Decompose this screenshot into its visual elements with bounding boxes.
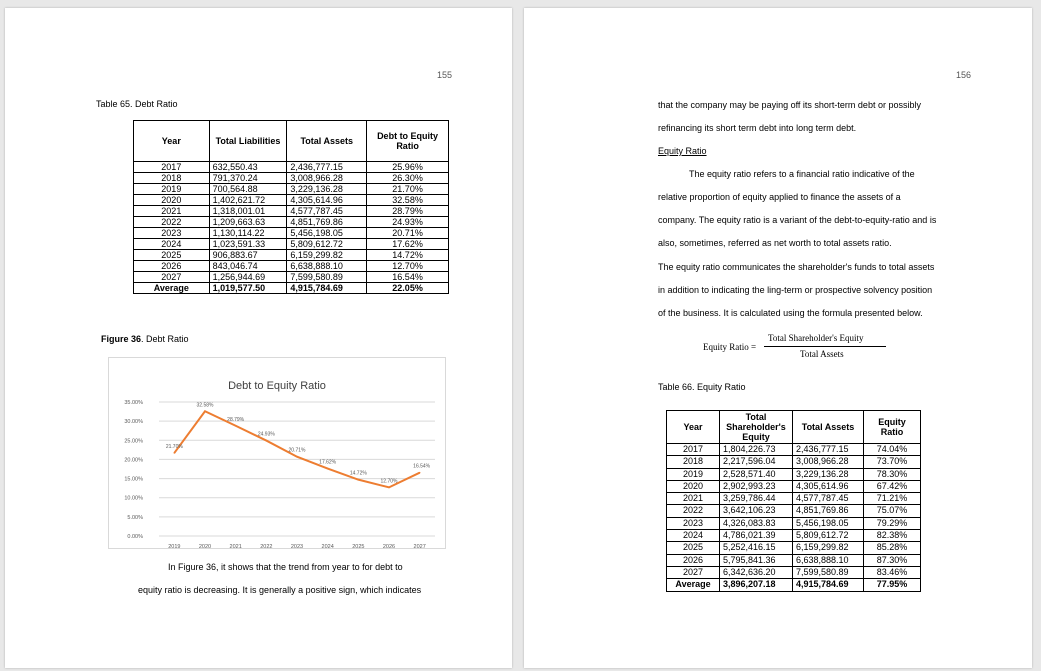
- cell-year: 2017: [667, 444, 720, 456]
- document-page-right: [524, 8, 1032, 668]
- debt-ratio-table: [133, 120, 449, 294]
- cell-ratio: 26.30%: [367, 173, 449, 184]
- y-tick-label: 20.00%: [124, 457, 143, 464]
- cell-ratio: 79.29%: [864, 517, 921, 529]
- section-heading: Equity Ratio: [658, 146, 707, 156]
- table-row: [134, 173, 449, 184]
- paragraph-line: in addition to indicating the ling-term or prospective solvency position: [658, 285, 933, 295]
- data-label: 12.70%: [380, 478, 398, 485]
- x-tick-label: 2026: [382, 544, 396, 548]
- cell-liabilities-or-equity: 3,896,207.18: [720, 579, 793, 591]
- cell-total-assets: 3,229,136.28: [793, 468, 864, 480]
- paragraph-line: relative proportion of equity applied to finance the assets of a: [658, 192, 901, 202]
- cell-total-assets: 5,456,198.05: [287, 228, 367, 239]
- fraction-bar: [764, 346, 886, 347]
- debt-ratio-line-chart: [109, 358, 445, 548]
- table-row: [667, 493, 921, 505]
- table-row: [667, 517, 921, 529]
- figure-caption-text: . Debt Ratio: [141, 334, 189, 344]
- y-tick-label: 35.00%: [124, 400, 143, 406]
- cell-ratio: 75.07%: [864, 505, 921, 517]
- cell-year: 2020: [134, 195, 210, 206]
- y-tick-label: 25.00%: [124, 438, 143, 445]
- cell-total-assets: 4,851,769.86: [793, 505, 864, 517]
- paragraph-line: that the company may be paying off its short-term debt or possibly: [658, 100, 921, 110]
- cell-total-assets: 4,305,614.96: [287, 195, 367, 206]
- paragraph-line: The equity ratio communicates the shareholder's funds to total assets: [658, 262, 935, 272]
- table-row: [134, 195, 449, 206]
- table-row: [667, 468, 921, 480]
- data-point: [419, 472, 421, 474]
- data-point: [266, 440, 268, 442]
- data-label: 16.54%: [413, 463, 431, 470]
- cell-liabilities-or-equity: 2,217,596.04: [720, 456, 793, 468]
- table-row: [667, 530, 921, 542]
- table-caption: Table 65. Debt Ratio: [96, 99, 178, 109]
- cell-ratio: 12.70%: [367, 261, 449, 272]
- data-label: 20.71%: [288, 447, 306, 454]
- cell-ratio: 24.93%: [367, 217, 449, 228]
- cell-total-assets: 2,436,777.15: [287, 162, 367, 173]
- cell-liabilities-or-equity: 1,318,001.01: [209, 206, 287, 217]
- formula-numerator: Total Shareholder's Equity: [768, 333, 864, 343]
- table-row: [134, 250, 449, 261]
- cell-year: 2018: [134, 173, 210, 184]
- x-tick-label: 2024: [321, 544, 334, 548]
- x-tick-label: 2021: [229, 544, 242, 548]
- cell-liabilities-or-equity: 791,370.24: [209, 173, 287, 184]
- cell-liabilities-or-equity: 5,795,841.36: [720, 554, 793, 566]
- data-label: 32.58%: [196, 402, 214, 409]
- data-label: 14.72%: [349, 470, 367, 477]
- paragraph-line: also, sometimes, referred as net worth to total assets ratio.: [658, 238, 892, 248]
- data-point: [327, 468, 329, 470]
- paragraph-line: company. The equity ratio is a variant of the debt-to-equity-ratio and is: [658, 215, 937, 225]
- table-row: [134, 239, 449, 250]
- cell-year: 2021: [667, 493, 720, 505]
- cell-total-assets: 7,599,580.89: [793, 566, 864, 578]
- cell-year: 2023: [134, 228, 210, 239]
- cell-ratio: 16.54%: [367, 272, 449, 283]
- cell-total-assets: 2,436,777.15: [793, 444, 864, 456]
- cell-year: 2027: [134, 272, 210, 283]
- cell-year: 2022: [134, 217, 210, 228]
- table-row: [134, 228, 449, 239]
- average-label: Average: [134, 283, 210, 294]
- cell-liabilities-or-equity: 1,402,621.72: [209, 195, 287, 206]
- cell-liabilities-or-equity: 1,023,591.33: [209, 239, 287, 250]
- cell-total-assets: 3,008,966.28: [287, 173, 367, 184]
- cell-total-assets: 4,915,784.69: [793, 579, 864, 591]
- cell-year: 2019: [134, 184, 210, 195]
- col-header-year: Year: [134, 121, 210, 162]
- table-row: [134, 217, 449, 228]
- page-number: 156: [956, 70, 972, 80]
- data-point: [174, 452, 176, 454]
- col-header-ratio: Equity Ratio: [864, 411, 921, 444]
- table-row: [134, 261, 449, 272]
- cell-ratio: 73.70%: [864, 456, 921, 468]
- col-header-assets: Total Assets: [793, 411, 864, 444]
- data-label: 21.70%: [165, 443, 183, 450]
- formula-denominator: Total Assets: [800, 349, 844, 359]
- cell-ratio: 83.46%: [864, 566, 921, 578]
- cell-ratio: 87.30%: [864, 554, 921, 566]
- cell-total-assets: 4,577,787.45: [287, 206, 367, 217]
- data-label: 24.93%: [257, 431, 275, 438]
- cell-year: 2018: [667, 456, 720, 468]
- table-row: [134, 162, 449, 173]
- cell-liabilities-or-equity: 632,550.43: [209, 162, 287, 173]
- data-point: [235, 425, 237, 427]
- cell-total-assets: 5,809,612.72: [287, 239, 367, 250]
- data-point: [358, 479, 360, 481]
- formula-lhs: Equity Ratio =: [703, 342, 757, 352]
- table-row: [667, 444, 921, 456]
- cell-year: 2027: [667, 566, 720, 578]
- data-label: 28.79%: [227, 416, 245, 423]
- cell-liabilities-or-equity: 3,259,786.44: [720, 493, 793, 505]
- data-label: 17.62%: [319, 459, 337, 466]
- cell-total-assets: 3,008,966.28: [793, 456, 864, 468]
- paragraph-line: equity ratio is decreasing. It is generally a positive sign, which indicates: [138, 585, 422, 595]
- table-row: [134, 272, 449, 283]
- table-row: [134, 184, 449, 195]
- y-tick-label: 30.00%: [124, 419, 143, 426]
- cell-ratio: 74.04%: [864, 444, 921, 456]
- cell-total-assets: 4,305,614.96: [793, 480, 864, 492]
- paragraph-line: The equity ratio refers to a financial ratio indicative of the: [689, 169, 915, 179]
- chart-area: [108, 357, 446, 549]
- cell-ratio: 78.30%: [864, 468, 921, 480]
- table-row: [667, 542, 921, 554]
- y-tick-label: 15.00%: [124, 476, 143, 483]
- col-header-equity: Total Shareholder's Equity: [720, 411, 793, 444]
- table-header-row: [134, 121, 449, 162]
- cell-total-assets: 4,915,784.69: [287, 283, 367, 294]
- paragraph-line: refinancing its short term debt into long term debt.: [658, 123, 857, 133]
- cell-liabilities-or-equity: 6,342,636.20: [720, 566, 793, 578]
- cell-total-assets: 6,159,299.82: [287, 250, 367, 261]
- cell-liabilities-or-equity: 3,642,106.23: [720, 505, 793, 517]
- cell-year: 2022: [667, 505, 720, 517]
- col-header-assets: Total Assets: [287, 121, 367, 162]
- table-header-row: [667, 411, 921, 444]
- paragraph-line: In Figure 36, it shows that the trend from year to for debt to: [168, 562, 403, 572]
- cell-year: 2024: [134, 239, 210, 250]
- cell-liabilities-or-equity: 843,046.74: [209, 261, 287, 272]
- cell-year: 2023: [667, 517, 720, 529]
- cell-ratio: 71.21%: [864, 493, 921, 505]
- table-caption: Table 66. Equity Ratio: [658, 382, 746, 392]
- col-header-year: Year: [667, 411, 720, 444]
- cell-total-assets: 6,159,299.82: [793, 542, 864, 554]
- table-row: [667, 505, 921, 517]
- x-tick-label: 2019: [168, 544, 181, 548]
- paragraph-line: of the business. It is calculated using the formula presented below.: [658, 308, 923, 318]
- table-average-row: [667, 579, 921, 591]
- cell-liabilities-or-equity: 1,019,577.50: [209, 283, 287, 294]
- cell-total-assets: 4,851,769.86: [287, 217, 367, 228]
- cell-total-assets: 6,638,888.10: [287, 261, 367, 272]
- cell-ratio: 14.72%: [367, 250, 449, 261]
- data-point: [296, 456, 298, 458]
- cell-ratio: 77.95%: [864, 579, 921, 591]
- cell-liabilities-or-equity: 5,252,416.15: [720, 542, 793, 554]
- cell-total-assets: 5,809,612.72: [793, 530, 864, 542]
- cell-liabilities-or-equity: 4,786,021.39: [720, 530, 793, 542]
- cell-liabilities-or-equity: 1,130,114.22: [209, 228, 287, 239]
- cell-year: 2026: [134, 261, 210, 272]
- document-page-left: [5, 8, 512, 668]
- table-average-row: [134, 283, 449, 294]
- cell-total-assets: 5,456,198.05: [793, 517, 864, 529]
- page-number: 155: [437, 70, 453, 80]
- x-tick-label: 2027: [413, 544, 426, 548]
- cell-total-assets: 6,638,888.10: [793, 554, 864, 566]
- cell-total-assets: 4,577,787.45: [793, 493, 864, 505]
- data-point: [204, 410, 206, 412]
- table-row: [667, 480, 921, 492]
- cell-year: 2026: [667, 554, 720, 566]
- cell-year: 2017: [134, 162, 210, 173]
- table-row: [667, 456, 921, 468]
- cell-ratio: 20.71%: [367, 228, 449, 239]
- figure-caption: [101, 334, 189, 344]
- cell-total-assets: 3,229,136.28: [287, 184, 367, 195]
- chart-title: Debt to Equity Ratio: [228, 380, 326, 392]
- x-tick-label: 2022: [260, 544, 273, 548]
- cell-year: 2021: [134, 206, 210, 217]
- cell-ratio: 17.62%: [367, 239, 449, 250]
- x-tick-label: 2023: [290, 544, 304, 548]
- figure-caption-label: Figure 36: [101, 334, 142, 344]
- cell-liabilities-or-equity: 906,883.67: [209, 250, 287, 261]
- cell-liabilities-or-equity: 1,256,944.69: [209, 272, 287, 283]
- cell-year: 2020: [667, 480, 720, 492]
- x-tick-label: 2025: [352, 544, 365, 548]
- col-header-liabilities: Total Liabilities: [209, 121, 287, 162]
- cell-liabilities-or-equity: 2,902,993.23: [720, 480, 793, 492]
- equity-ratio-table: [666, 410, 921, 592]
- cell-ratio: 21.70%: [367, 184, 449, 195]
- cell-total-assets: 7,599,580.89: [287, 272, 367, 283]
- y-tick-label: 10.00%: [124, 495, 143, 502]
- cell-liabilities-or-equity: 2,528,571.40: [720, 468, 793, 480]
- table-row: [667, 566, 921, 578]
- cell-ratio: 67.42%: [864, 480, 921, 492]
- cell-liabilities-or-equity: 700,564.88: [209, 184, 287, 195]
- cell-ratio: 22.05%: [367, 283, 449, 294]
- cell-liabilities-or-equity: 1,804,226.73: [720, 444, 793, 456]
- table-row: [134, 206, 449, 217]
- cell-ratio: 82.38%: [864, 530, 921, 542]
- cell-ratio: 32.58%: [367, 195, 449, 206]
- cell-year: 2025: [134, 250, 210, 261]
- cell-year: 2019: [667, 468, 720, 480]
- cell-ratio: 25.96%: [367, 162, 449, 173]
- cell-ratio: 85.28%: [864, 542, 921, 554]
- cell-liabilities-or-equity: 4,326,083.83: [720, 517, 793, 529]
- data-point: [388, 487, 390, 489]
- cell-ratio: 28.79%: [367, 206, 449, 217]
- cell-liabilities-or-equity: 1,209,663.63: [209, 217, 287, 228]
- x-tick-label: 2020: [198, 544, 212, 548]
- table-row: [667, 554, 921, 566]
- cell-year: 2025: [667, 542, 720, 554]
- y-tick-label: 0.00%: [127, 534, 143, 540]
- cell-year: 2024: [667, 530, 720, 542]
- col-header-ratio: Debt to Equity Ratio: [367, 121, 449, 162]
- y-tick-label: 5.00%: [127, 514, 143, 521]
- average-label: Average: [667, 579, 720, 591]
